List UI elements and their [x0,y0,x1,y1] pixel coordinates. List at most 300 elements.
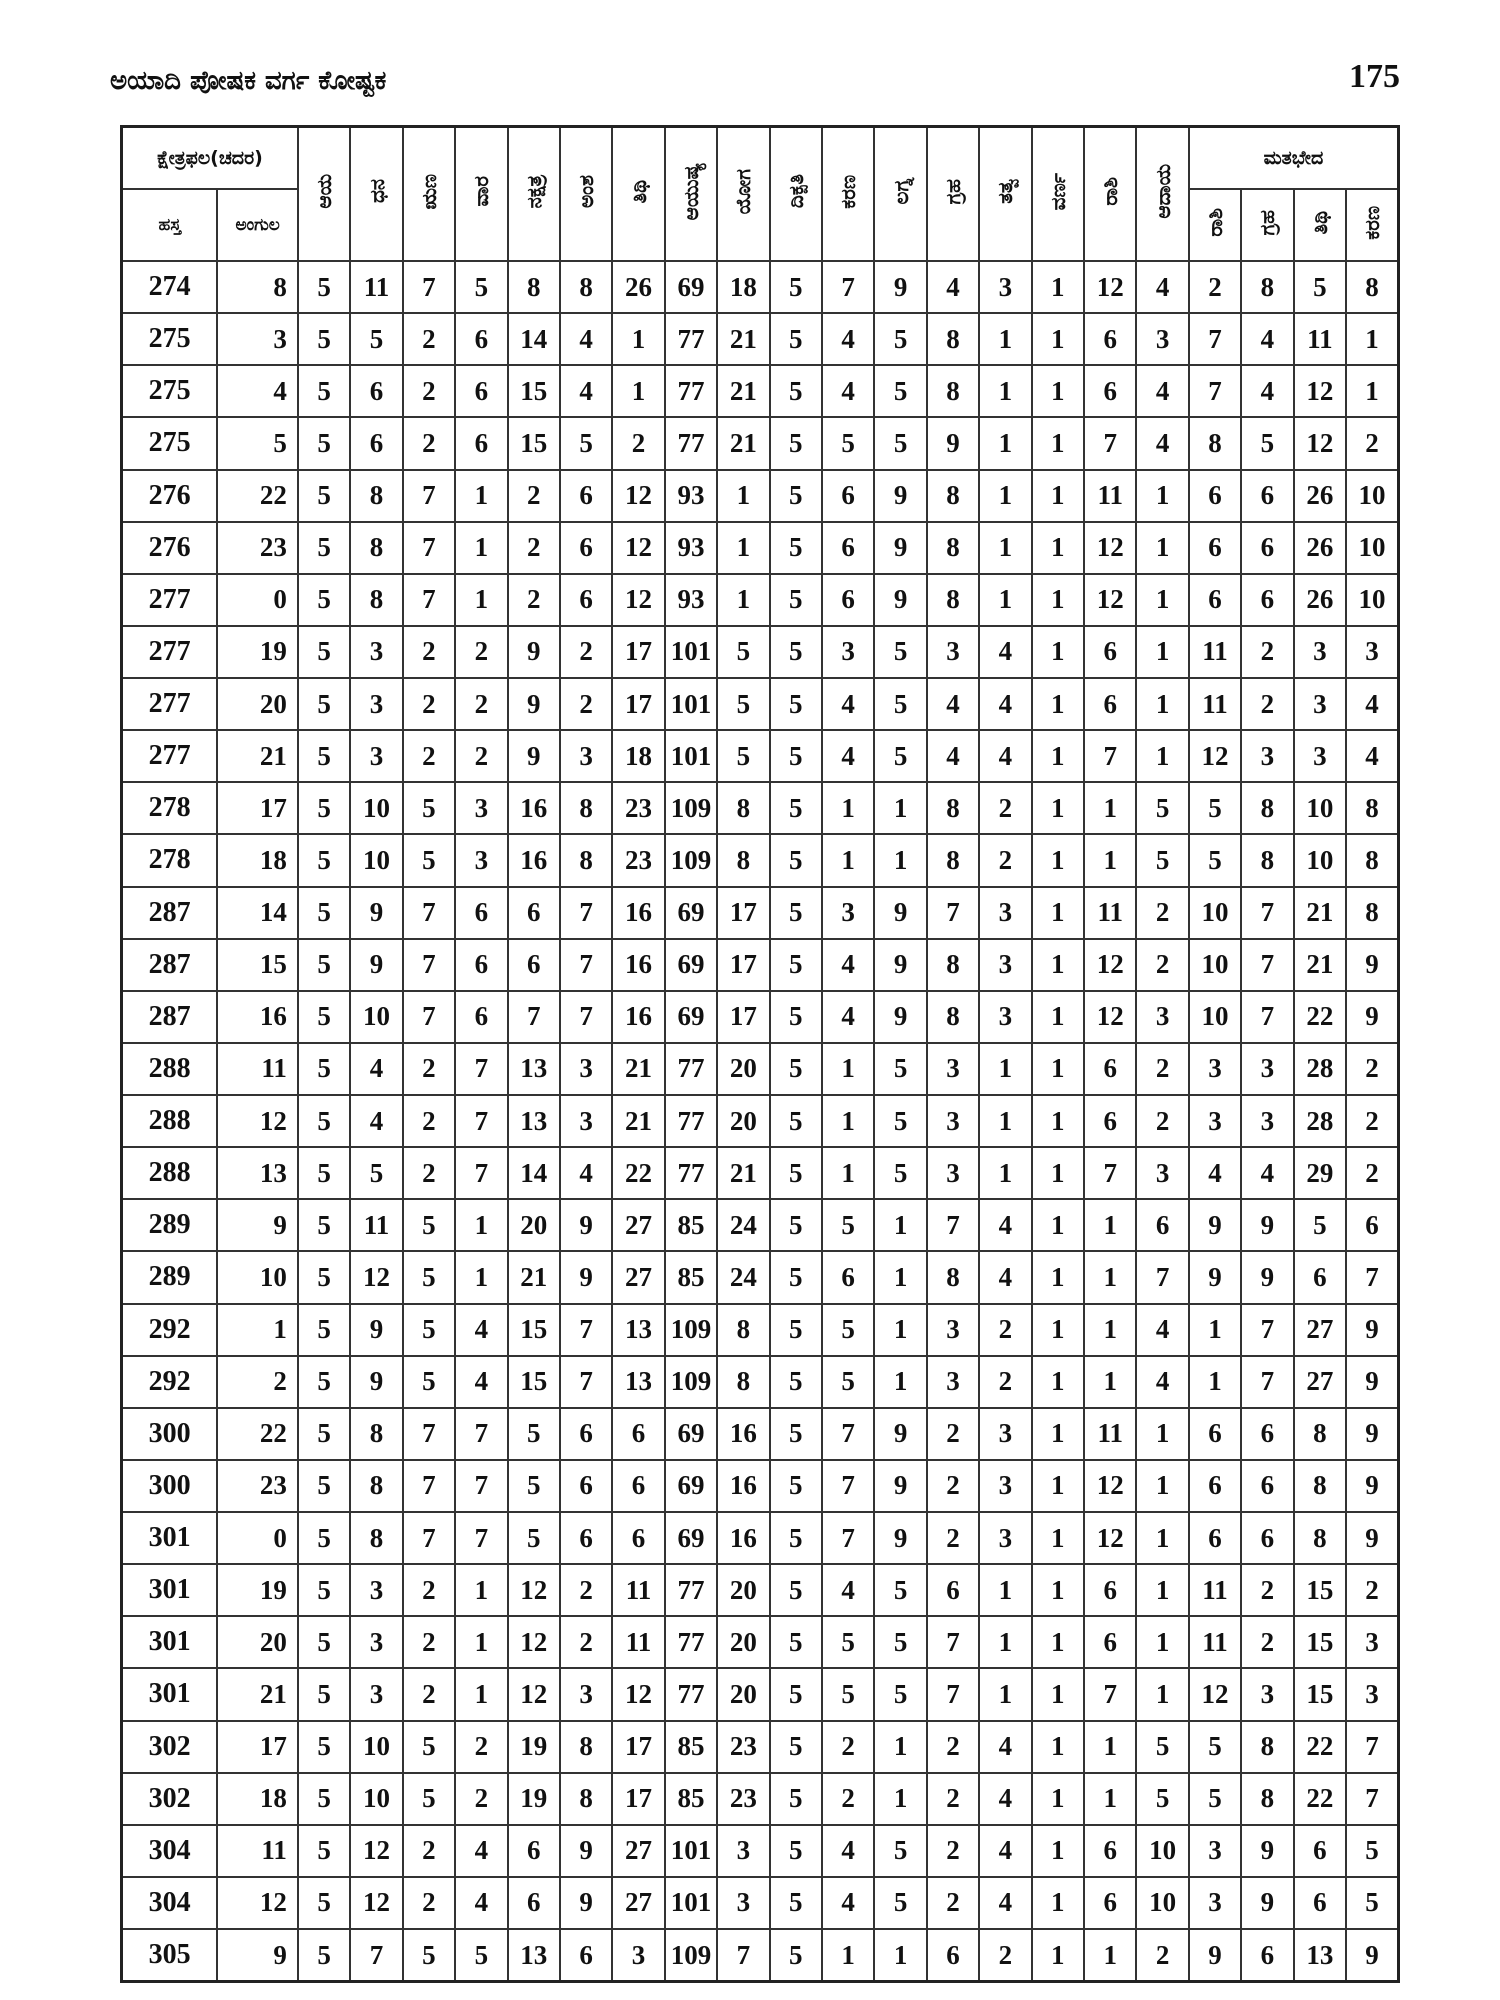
table-cell: 5 [874,1877,926,1929]
table-cell: 7 [1136,1251,1188,1303]
table-cell: 109 [665,1356,717,1408]
table-cell: 77 [665,1043,717,1095]
table-cell: 21 [612,1095,664,1147]
table-cell: 5 [717,626,769,678]
table-cell: 11 [1084,887,1136,939]
table-cell: 12 [612,470,664,522]
table-cell: 8 [560,1773,612,1825]
table-cell: 18 [217,834,298,886]
table-cell: 1 [1136,626,1188,678]
table-cell: 1 [979,470,1031,522]
table-cell: 7 [560,1356,612,1408]
table-cell: 3 [927,1304,979,1356]
table-row [122,1460,1399,1512]
table-cell: 2 [1346,1564,1398,1616]
table-cell: 6 [1084,1095,1136,1147]
col-header-lagna: ಲಗ್ನ [874,127,926,262]
table-cell: 6 [508,1825,560,1877]
table-cell: 5 [298,834,350,886]
table-cell: 12 [612,1668,664,1720]
table-cell: 5 [770,1408,822,1460]
table-cell: 3 [1189,1095,1241,1147]
table-cell: 9 [560,1199,612,1251]
table-cell: 21 [1294,887,1346,939]
table-cell: 5 [298,365,350,417]
table-cell: 5 [298,470,350,522]
table-cell: 7 [927,1199,979,1251]
table-cell: 6 [1084,1564,1136,1616]
table-cell: 14 [217,887,298,939]
table-cell: 6 [1241,522,1293,574]
table-cell: 18 [717,261,769,313]
table-cell: 7 [822,1408,874,1460]
table-cell: 69 [665,261,717,313]
table-row [122,1251,1399,1303]
table-cell: 8 [1241,1721,1293,1773]
table-cell: 15 [508,417,560,469]
table-cell: 289 [122,1251,218,1303]
table-cell: 22 [217,470,298,522]
table-cell: 4 [1136,365,1188,417]
table-cell: 69 [665,1460,717,1512]
table-cell: 1 [979,1147,1031,1199]
table-row [122,1564,1399,1616]
table-cell: 5 [874,1095,926,1147]
table-cell: 4 [979,1825,1031,1877]
col-header-tithi: ತಿಥಿ [612,127,664,262]
table-cell: 7 [403,261,455,313]
table-cell: 14 [508,1147,560,1199]
table-cell: 1 [455,470,507,522]
table-cell: 5 [298,1356,350,1408]
table-cell: 4 [1136,417,1188,469]
table-cell: 10 [217,1251,298,1303]
table-cell: 2 [927,1721,979,1773]
table-cell: 20 [217,678,298,730]
table-cell: 5 [403,1251,455,1303]
table-cell: 1 [1032,991,1084,1043]
table-cell: 5 [770,1564,822,1616]
table-cell: 13 [612,1304,664,1356]
table-cell: 3 [979,991,1031,1043]
table-cell: 5 [770,1773,822,1825]
table-cell: 16 [717,1512,769,1564]
table-cell: 3 [217,313,298,365]
table-cell: 7 [508,991,560,1043]
table-cell: 7 [560,887,612,939]
table-cell: 1 [455,1199,507,1251]
table-cell: 1 [822,1043,874,1095]
table-cell: 6 [350,365,402,417]
table-cell: 12 [1084,574,1136,626]
table-cell: 8 [560,782,612,834]
table-cell: 20 [717,1043,769,1095]
table-cell: 9 [1346,1356,1398,1408]
table-cell: 69 [665,939,717,991]
table-cell: 2 [560,1616,612,1668]
table-cell: 7 [455,1147,507,1199]
table-cell: 3 [1189,1043,1241,1095]
table-cell: 5 [770,834,822,886]
table-cell: 5 [874,1668,926,1720]
table-cell: 2 [403,1043,455,1095]
table-cell: 10 [1294,834,1346,886]
table-cell: 6 [1084,1877,1136,1929]
table-cell: 3 [1294,626,1346,678]
table-cell: 6 [612,1408,664,1460]
table-cell: 19 [508,1721,560,1773]
table-cell: 8 [927,782,979,834]
table-cell: 2 [455,626,507,678]
table-cell: 3 [560,1668,612,1720]
table-cell: 1 [874,1251,926,1303]
table-cell: 5 [298,1929,350,1982]
table-cell: 1 [717,574,769,626]
table-cell: 5 [874,1564,926,1616]
table-cell: 1 [1032,574,1084,626]
table-cell: 5 [822,1668,874,1720]
table-cell: 6 [1346,1199,1398,1251]
table-cell: 6 [1084,626,1136,678]
table-row [122,1095,1399,1147]
table-cell: 5 [560,417,612,469]
table-cell: 12 [1189,730,1241,782]
table-cell: 4 [455,1877,507,1929]
table-cell: 4 [1241,365,1293,417]
table-cell: 11 [217,1825,298,1877]
table-cell: 275 [122,417,218,469]
table-cell: 6 [1294,1877,1346,1929]
table-cell: 7 [455,1460,507,1512]
table-cell: 10 [1189,991,1241,1043]
table-head [122,127,1399,262]
table-cell: 4 [455,1825,507,1877]
table-cell: 6 [560,574,612,626]
ayadi-table [120,125,1400,1983]
table-cell: 2 [560,678,612,730]
table-cell: 7 [1084,730,1136,782]
table-cell: 4 [822,939,874,991]
table-cell: 7 [1241,1304,1293,1356]
table-cell: 5 [874,626,926,678]
table-cell: 8 [1241,782,1293,834]
table-cell: 8 [1294,1408,1346,1460]
table-cell: 85 [665,1199,717,1251]
table-cell: 1 [1032,1199,1084,1251]
table-cell: 93 [665,574,717,626]
table-cell: 2 [403,626,455,678]
table-cell: 1 [1189,1356,1241,1408]
table-cell: 6 [560,522,612,574]
table-cell: 6 [927,1564,979,1616]
table-cell: 6 [1241,1408,1293,1460]
table-cell: 7 [560,1304,612,1356]
table-cell: 1 [1032,417,1084,469]
table-cell: 10 [1346,470,1398,522]
table-cell: 1 [1189,1304,1241,1356]
table-cell: 5 [770,1095,822,1147]
table-row [122,626,1399,678]
table-cell: 8 [350,522,402,574]
table-cell: 1 [979,365,1031,417]
table-cell: 22 [217,1408,298,1460]
col-header-tatva: ತತ್ವ [979,127,1031,262]
table-cell: 3 [1241,1668,1293,1720]
table-cell: 12 [1084,939,1136,991]
table-cell: 7 [927,887,979,939]
table-cell: 9 [874,991,926,1043]
col-header-matabheda-graha: ಗ್ರಹ [1241,189,1293,261]
table-cell: 6 [1189,574,1241,626]
table-body [122,261,1399,1982]
table-cell: 14 [508,313,560,365]
table-cell: 3 [350,678,402,730]
col-header-adaya: ಆದಾಯ [1136,127,1188,262]
table-cell: 7 [1241,939,1293,991]
table-cell: 3 [1136,1147,1188,1199]
table-cell: 1 [1032,678,1084,730]
table-cell: 3 [350,1668,402,1720]
table-cell: 3 [1189,1877,1241,1929]
table-cell: 3 [350,1564,402,1616]
table-cell: 2 [1346,1043,1398,1095]
table-cell: 9 [874,470,926,522]
table-cell: 4 [1346,678,1398,730]
table-cell: 2 [508,470,560,522]
table-cell: 6 [1084,365,1136,417]
table-cell: 5 [822,1356,874,1408]
table-row [122,1929,1399,1982]
table-cell: 101 [665,678,717,730]
table-cell: 9 [350,1356,402,1408]
table-cell: 2 [455,730,507,782]
table-cell: 7 [822,1460,874,1512]
table-cell: 6 [560,1929,612,1982]
table-cell: 1 [979,417,1031,469]
col-header-yoga: ಯೋಗ [717,127,769,262]
table-cell: 7 [1241,991,1293,1043]
table-cell: 2 [403,678,455,730]
table-cell: 288 [122,1095,218,1147]
table-cell: 3 [717,1825,769,1877]
table-cell: 5 [455,261,507,313]
table-cell: 9 [1346,1512,1398,1564]
table-cell: 8 [927,991,979,1043]
table-cell: 5 [1346,1825,1398,1877]
table-cell: 1 [1084,1304,1136,1356]
table-cell: 2 [455,678,507,730]
table-cell: 9 [1241,1825,1293,1877]
table-cell: 17 [717,991,769,1043]
table-cell: 23 [717,1721,769,1773]
table-cell: 6 [1084,1043,1136,1095]
table-cell: 10 [1136,1877,1188,1929]
table-cell: 304 [122,1825,218,1877]
table-cell: 4 [560,313,612,365]
table-cell: 5 [1294,261,1346,313]
table-cell: 6 [455,939,507,991]
table-cell: 12 [217,1877,298,1929]
table-cell: 3 [979,1512,1031,1564]
table-cell: 77 [665,1616,717,1668]
table-cell: 2 [1346,417,1398,469]
table-cell: 3 [1189,1825,1241,1877]
table-cell: 6 [1189,1512,1241,1564]
table-cell: 101 [665,730,717,782]
table-row [122,1825,1399,1877]
table-cell: 8 [350,1512,402,1564]
table-cell: 300 [122,1460,218,1512]
header-row-top [122,127,1399,190]
table-cell: 10 [350,834,402,886]
table-row [122,782,1399,834]
table-cell: 7 [560,939,612,991]
table-cell: 2 [927,1408,979,1460]
table-cell: 5 [298,1877,350,1929]
table-cell: 1 [1032,1095,1084,1147]
table-cell: 4 [822,678,874,730]
area-group-header: ಕ್ಷೇತ್ರಫಲ(ಚದರ) [122,127,298,190]
table-cell: 4 [822,730,874,782]
table-cell: 2 [927,1460,979,1512]
table-cell: 5 [298,574,350,626]
table-cell: 5 [298,1668,350,1720]
table-cell: 4 [1136,1304,1188,1356]
table-cell: 77 [665,1668,717,1720]
table-cell: 8 [927,365,979,417]
table-cell: 8 [1241,834,1293,886]
table-cell: 5 [717,730,769,782]
table-cell: 300 [122,1408,218,1460]
table-cell: 5 [770,678,822,730]
table-cell: 69 [665,991,717,1043]
table-cell: 9 [1189,1199,1241,1251]
table-cell: 5 [770,939,822,991]
table-cell: 2 [1241,678,1293,730]
table-cell: 4 [1136,261,1188,313]
table-cell: 5 [770,1668,822,1720]
table-cell: 5 [717,678,769,730]
table-cell: 27 [612,1877,664,1929]
table-cell: 16 [612,887,664,939]
table-cell: 10 [1294,782,1346,834]
table-cell: 17 [612,626,664,678]
table-cell: 2 [508,522,560,574]
table-cell: 5 [770,1721,822,1773]
table-cell: 26 [612,261,664,313]
table-cell: 5 [770,1356,822,1408]
table-cell: 21 [717,417,769,469]
table-cell: 4 [822,1564,874,1616]
table-cell: 5 [298,261,350,313]
table-cell: 109 [665,1929,717,1982]
table-cell: 22 [612,1147,664,1199]
table-cell: 6 [560,1460,612,1512]
table-cell: 9 [217,1929,298,1982]
table-cell: 77 [665,365,717,417]
table-cell: 9 [1346,939,1398,991]
table-row [122,887,1399,939]
table-cell: 2 [1136,1929,1188,1982]
table-cell: 7 [1189,313,1241,365]
table-cell: 109 [665,1304,717,1356]
table-row [122,1512,1399,1564]
table-cell: 8 [560,261,612,313]
table-cell: 10 [350,782,402,834]
table-cell: 101 [665,1877,717,1929]
table-cell: 109 [665,782,717,834]
table-cell: 1 [1084,1721,1136,1773]
table-row [122,1721,1399,1773]
table-row [122,1408,1399,1460]
table-cell: 301 [122,1564,218,1616]
table-cell: 7 [403,991,455,1043]
table-cell: 276 [122,470,218,522]
table-cell: 1 [1032,470,1084,522]
table-cell: 6 [508,1877,560,1929]
table-cell: 22 [1294,1721,1346,1773]
table-cell: 301 [122,1668,218,1720]
table-cell: 12 [508,1564,560,1616]
table-cell: 292 [122,1356,218,1408]
table-cell: 17 [217,1721,298,1773]
table-cell: 5 [298,1147,350,1199]
table-cell: 2 [927,1512,979,1564]
table-cell: 12 [508,1616,560,1668]
table-cell: 12 [1084,991,1136,1043]
table-cell: 287 [122,991,218,1043]
table-cell: 6 [822,522,874,574]
col-header-varna: ವರ್ಣ [1032,127,1084,262]
table-cell: 1 [979,1668,1031,1720]
table-cell: 301 [122,1616,218,1668]
table-row [122,1043,1399,1095]
table-cell: 17 [612,678,664,730]
table-cell: 1 [1136,678,1188,730]
table-cell: 15 [508,365,560,417]
table-cell: 10 [1189,887,1241,939]
table-cell: 5 [298,626,350,678]
table-cell: 15 [1294,1668,1346,1720]
table-cell: 1 [1032,261,1084,313]
table-cell: 5 [508,1460,560,1512]
table-cell: 4 [1189,1147,1241,1199]
table-cell: 7 [822,1512,874,1564]
table-cell: 1 [1084,1929,1136,1982]
table-cell: 3 [1241,1043,1293,1095]
table-cell: 2 [979,1304,1031,1356]
col-header-aya: ಆಯ [298,127,350,262]
table-cell: 8 [927,574,979,626]
table-cell: 2 [403,1616,455,1668]
table-cell: 13 [508,1095,560,1147]
col-header-amsha: ಅಂಶ [560,127,612,262]
table-cell: 9 [1346,1408,1398,1460]
table-cell: 8 [1241,1773,1293,1825]
table-cell: 3 [979,1408,1031,1460]
table-cell: 9 [217,1199,298,1251]
table-cell: 6 [508,887,560,939]
table-cell: 1 [1136,470,1188,522]
table-cell: 4 [979,1877,1031,1929]
table-cell: 12 [1084,1512,1136,1564]
col-header-ayushya: ಆಯುಷ್ಯ [665,127,717,262]
table-cell: 5 [770,1929,822,1982]
table-cell: 10 [350,1773,402,1825]
table-row [122,1773,1399,1825]
table-cell: 11 [1084,1408,1136,1460]
table-cell: 20 [717,1668,769,1720]
